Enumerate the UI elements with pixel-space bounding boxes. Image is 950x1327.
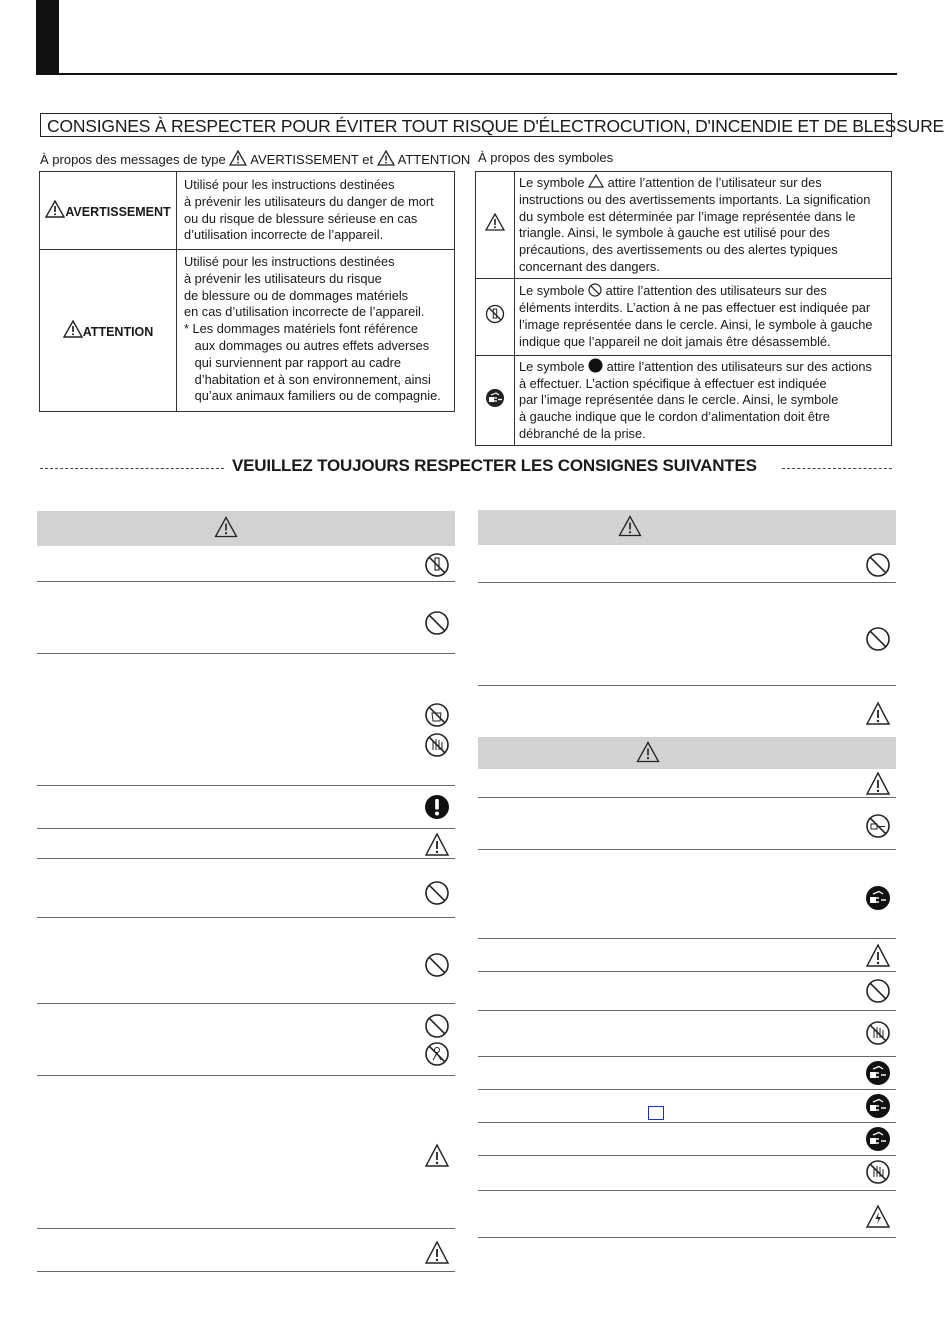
row-divider xyxy=(37,1271,455,1272)
prohibited-icon xyxy=(424,1013,450,1039)
no-wet-hands-icon xyxy=(424,732,450,758)
prohibited-icon xyxy=(865,552,891,578)
symbol-cell-triangle xyxy=(476,172,515,279)
symbol-text-body: attire l’attention des utilisateurs sur des éléments interdits. L’action à ne pas effectuer est indiquée par l’image représentée dans le cercle. Ainsi, le symbole à gauche indique que l’appareil ne doit jamais être désassemblé. xyxy=(519,283,873,349)
no-children-icon xyxy=(424,1041,450,1067)
symbol-text-triangle xyxy=(515,172,892,279)
symbol-text-mandatory xyxy=(515,355,892,445)
unplug-icon xyxy=(865,1126,891,1152)
dashed-divider-left xyxy=(40,468,224,469)
section-title: VEUILLEZ TOUJOURS RESPECTER LES CONSIGNES SUIVANTES xyxy=(232,456,757,475)
warning-triangle-icon xyxy=(424,832,450,858)
unplug-icon xyxy=(485,388,505,408)
warning-triangle-icon xyxy=(636,741,660,763)
unplug-icon xyxy=(865,1093,891,1119)
warning-label-cell xyxy=(40,172,177,250)
row-divider xyxy=(478,1122,896,1123)
row-divider xyxy=(37,858,455,859)
caution-note: * Les dommages matériels font référence aux dommages ou autres effets adverses qui surviennent par rapport au cadre d’habitation et à son environnement, ainsi qu’aux animaux familiers ou de compagnie. xyxy=(184,321,441,404)
warning-triangle-icon xyxy=(229,150,247,166)
row-divider xyxy=(478,938,896,939)
warning-triangle-icon xyxy=(865,701,891,727)
prohibited-icon xyxy=(865,626,891,652)
warning-triangle-icon xyxy=(424,1240,450,1266)
no-touch-icon xyxy=(865,1159,891,1185)
symbol-row-prohibited xyxy=(476,278,892,355)
warning-label: AVERTISSEMENT xyxy=(65,205,171,220)
symbol-text-prefix: Le symbole xyxy=(519,358,585,374)
messages-caption-end: ATTENTION xyxy=(397,152,471,167)
right-caution-header xyxy=(478,737,896,769)
row-divider xyxy=(37,1075,455,1076)
unplug-icon xyxy=(865,885,891,911)
header-rule xyxy=(36,73,897,75)
symbols-caption: À propos des symboles xyxy=(478,150,614,165)
caution-row xyxy=(40,250,455,412)
no-touch-icon xyxy=(865,1020,891,1046)
symbol-text-prohibited xyxy=(515,278,892,355)
warning-triangle-icon xyxy=(63,320,83,338)
warning-description: Utilisé pour les instructions destinées à prévenir les utilisateurs du danger de mort ou du risque de blessure sérieuse en cas d’utilisation incorrecte de l’appareil. xyxy=(177,172,455,250)
prohibited-icon xyxy=(865,978,891,1004)
warning-triangle-icon xyxy=(618,515,642,537)
symbol-text-body: attire l’attention des utilisateurs sur des actions à effectuer. L’action spécifique à effectuer est indiquée par l’image représentée dans le cercle. Ainsi, le symbole à gauche indique que le cordon d’alimentation doit être débranché de la prise. xyxy=(519,358,872,441)
right-warning-header xyxy=(478,510,896,545)
messages-caption xyxy=(40,150,470,167)
row-divider xyxy=(37,1003,455,1004)
left-warning-header xyxy=(37,511,455,546)
row-divider xyxy=(478,1237,896,1238)
dashed-divider-right xyxy=(782,468,892,469)
symbol-text-prefix: Le symbole xyxy=(519,283,585,299)
warning-triangle-icon xyxy=(377,150,395,166)
warning-triangle-icon xyxy=(865,771,891,797)
symbols-table xyxy=(475,171,892,446)
symbol-cell-mandatory xyxy=(476,355,515,445)
messages-caption-prefix: À propos des messages de type xyxy=(40,152,226,167)
caution-description-cell xyxy=(177,250,455,412)
symbol-text-body: attire l’attention de l’utilisateur sur des instructions ou des avertissements importants. La signification du symbole est déterminée par l’image représentée dans le triangle. Ainsi, le symbole à gauche est utilisé pour des précautions, des avertissements ou des alertes typiques concernant des dangers. xyxy=(519,175,871,274)
message-types-table xyxy=(39,171,455,412)
no-water-icon xyxy=(424,702,450,728)
no-disassemble-icon xyxy=(424,552,450,578)
header-black-tab xyxy=(36,0,59,74)
prohibited-icon xyxy=(424,952,450,978)
filled-circle-icon xyxy=(588,358,603,373)
warning-triangle-icon xyxy=(485,213,505,231)
no-unplug-by-cord-icon xyxy=(865,813,891,839)
symbol-cell-prohibited xyxy=(476,278,515,355)
caution-description: Utilisé pour les instructions destinées à prévenir les utilisateurs du risque de blessure ou de dommages matériels en cas d’utilisation incorrecte de l’appareil. xyxy=(184,254,425,320)
caution-label: ATTENTION xyxy=(82,325,154,340)
warning-triangle-icon xyxy=(865,943,891,969)
unplug-icon xyxy=(865,1060,891,1086)
row-divider xyxy=(37,1228,455,1229)
row-divider xyxy=(37,581,455,582)
symbol-text-prefix: Le symbole xyxy=(519,175,585,190)
row-divider xyxy=(478,971,896,972)
no-disassemble-icon xyxy=(485,304,505,324)
row-divider xyxy=(478,1089,896,1090)
row-divider xyxy=(478,685,896,686)
prohibited-icon xyxy=(424,880,450,906)
symbol-row-triangle xyxy=(476,172,892,279)
electric-shock-warning-icon xyxy=(865,1204,891,1230)
caution-label-cell xyxy=(40,250,177,412)
row-divider xyxy=(37,653,455,654)
row-divider xyxy=(478,1010,896,1011)
prohibition-circle-icon xyxy=(588,283,602,297)
row-divider xyxy=(478,1190,896,1191)
warning-triangle-icon xyxy=(424,1143,450,1169)
messages-caption-mid: AVERTISSEMENT et xyxy=(250,152,374,167)
symbol-row-mandatory xyxy=(476,355,892,445)
row-divider xyxy=(478,1056,896,1057)
prohibited-icon xyxy=(424,610,450,636)
warning-triangle-icon xyxy=(214,516,238,538)
triangle-outline-icon xyxy=(588,174,604,188)
mandatory-action-icon xyxy=(424,794,450,820)
warning-triangle-icon xyxy=(45,200,65,218)
row-divider xyxy=(478,849,896,850)
warning-row xyxy=(40,172,455,250)
row-divider xyxy=(37,785,455,786)
row-divider xyxy=(478,582,896,583)
blue-outline-marker xyxy=(648,1106,664,1120)
row-divider xyxy=(478,1155,896,1156)
row-divider xyxy=(37,828,455,829)
row-divider xyxy=(37,917,455,918)
main-title: CONSIGNES À RESPECTER POUR ÉVITER TOUT RISQUE D'ÉLECTROCUTION, D'INCENDIE ET DE BLESSURE xyxy=(40,113,892,137)
row-divider xyxy=(478,797,896,798)
